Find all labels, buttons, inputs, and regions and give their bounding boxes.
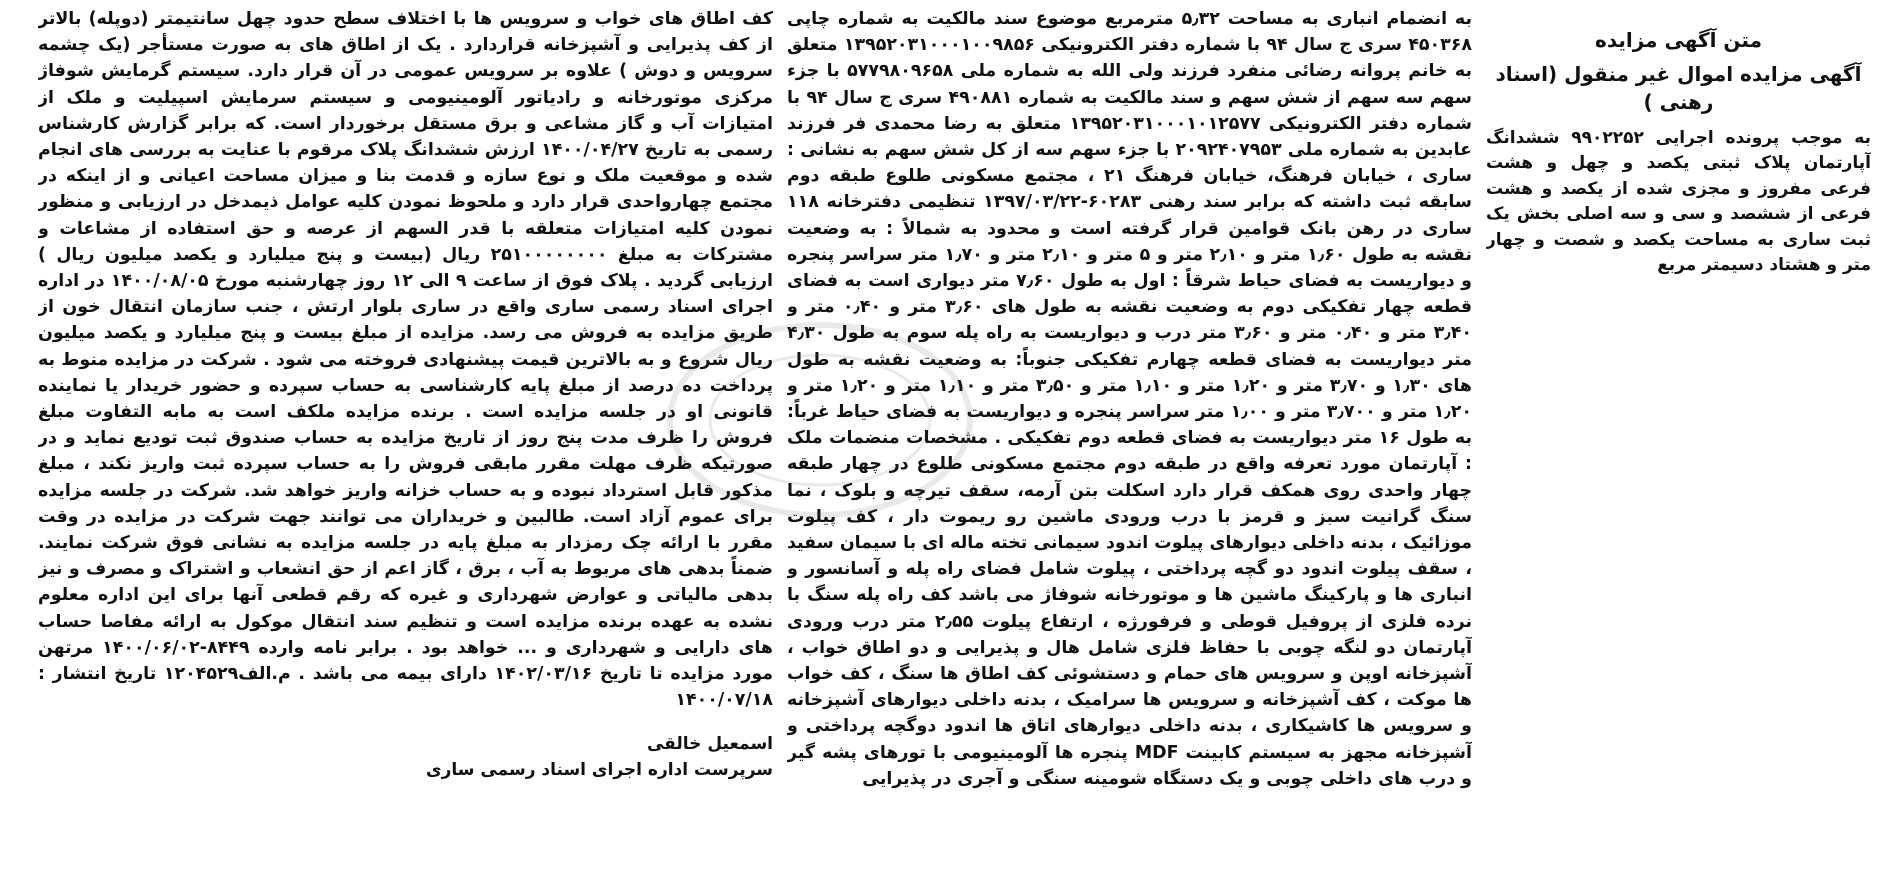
auction-terms-paragraph: کف اطاق های خواب و سرویس ها با اختلاف سطح حدود چهل سانتیمتر (دوپله) بالاتر از کف پذیرایی و آشپزخانه قراردارد . یک از اطاق های به صورت مستأجر (یک چشمه سرویس و دوش ) علاوه بر سرویس عمومی در آن قرار دارد. سیستم گرمایش شوفاژ مرکزی موتورخانه و رادیاتور آلومینیومی و سیستم سرمایش اسپیلیت و ملک از امتیازات آب و گاز مشاعی و برق مستقل برخوردار است. که برابر گزارش کارشناس رسمی به تاریخ ۱۴۰۰/۰۴/۲۷ ارزش ششدانگ پلاک مرقوم با عنایت به بررسی های انجام شده و موقعیت ملک و نوع سازه و قدمت بنا و میزان مساحت اعیانی و از اینکه در مجتمع چهارواحدی قرار دارد و ملحوظ نمودن کلیه عوامل ذیمدخل در ارزیابی و منظور نمودن کلیه امتیازات متعلقه با قدر السهم از عرصه و حق استفاده از مشاعات و مشترکات به مبلغ ۲۵۱۰۰۰۰۰۰۰۰ ریال (بیست و پنج میلیارد و یکصد میلیون ریال ) ارزیابی گردید . پلاک فوق از ساعت ۹ الی ۱۲ روز چهارشنبه مورخ ۱۴۰۰/۰۸/۰۵ در اداره اجرای اسناد رسمی ساری واقع در ساری بلوار ارتش ، جنب سازمان انتقال خون از طریق مزایده به فروش می رسد. مزایده از مبلغ بیست و پنج میلیارد و یکصد میلیون ریال شروع و به بالاترین قیمت پیشنهادی فروخته می شود . شرکت در مزایده منوط به پرداخت ده درصد از مبلغ پایه کارشناسی به حساب سپرده و حضور خریدار یا نماینده قانونی او در جلسه مزایده است . برنده مزایده ملکف است به مابه التفاوت مبلغ فروش را ظرف مدت پنج روز از تاریخ مزایده به حساب صندوق ثبت تودیع نماید و در صورتیکه ظرف مهلت مقرر مابقی فروش را به حساب سپرده ثبت واریز نکند ، مبلغ مذکور قابل استرداد نبوده و به حساب خزانه واریز خواهد شد. شرکت در جلسه مزایده برای عموم آزاد است. طالبین و خریداران می توانند جهت شرکت در مزایده در وقت مقرر با ارائه چک رمزدار به مبلغ پایه در جلسه مزایده به نشانی فوق شرکت نمایند. ضمناً بدهی های مربوط به آب ، برق ، گاز اعم از حق انشعاب و اشتراک و مصرف و نیز بدهی مالیاتی و عوارض شهرداری و غیره که رقم قطعی آنها برای این اداره معلوم نشده به عهده برنده مزایده است و تنظیم سند انتقال موکول به ارائه مفاصا حساب های دارایی و شهرداری و ... خواهد بود . برابر نامه وارده ۸۴۴۹-۱۴۰۰/۰۶/۰۲ مرتهن مورد مزایده تا تاریخ ۱۴۰۲/۰۳/۱۶ دارای بیمه می باشد . م.الف۱۲۰۴۵۲۹ تاریخ انتشار : ۱۴۰۰/۰۷/۱۸	[38, 9, 773, 711]
signature-block	[38, 731, 773, 783]
column-left	[38, 6, 773, 877]
column-middle	[787, 6, 1472, 877]
notice-intro-paragraph: به موجب پرونده اجرایی ۹۹۰۲۲۵۲ ششدانگ آپارتمان پلاک ثبتی یکصد و چهل و هشت فرعی مفروز و مجزی شده از یکصد و هشت فرعی از ششصد و سی و سه اصلی بخش یک ثبت ساری به مساحت یکصد و شصت و چهار متر و هشتاد دسیمتر مربع	[1486, 128, 1871, 276]
signer-title: سرپرست اداره اجرای اسناد رسمی ساری	[426, 760, 773, 781]
column-right	[1486, 6, 1871, 877]
property-description-paragraph: به انضمام انباری به مساحت ۵٫۳۲ مترمربع موضوع سند مالکیت به شماره چاپی ۴۵۰۳۶۸ سری ج سال ۹۴ با شماره دفتر الکترونیکی ۱۳۹۵۲۰۳۱۰۰۰۱۰۰۹۸۵۶ متعلق به خانم پروانه رضائی منفرد فرزند ولی الله به شماره ملی ۵۷۷۹۸۰۹۶۵۸ با جزء سهم سه سهم از شش سهم و سند مالکیت به شماره ۴۹۰۸۸۱ سری ج سال ۹۴ با شماره دفتر الکترونیکی ۱۳۹۵۲۰۳۱۰۰۰۱۰۱۲۵۷۷ متعلق به رضا محمدی فر فرزند عابدین به شماره ملی ۲۰۹۲۴۰۷۹۵۳ با جزء سهم سه از کل شش سهم به نشانی : ساری ، خیابان فرهنگ، خیابان فرهنگ ۲۱ ، مجتمع مسکونی طلوع طبقه دوم سابقه ثبت داشته که برابر سند رهنی ۶۰۲۸۳-۱۳۹۷/۰۳/۲۲ تنظیمی دفترخانه ۱۱۸ ساری در رهن بانک قوامین قرار گرفته است و محدود به شمالاً : به وضعیت نقشه به طول ۱٫۶۰ متر و ۲٫۱۰ متر و ۵ متر و ۲٫۱۰ متر و ۱٫۷۰ متر سراسر پنجره و دیواریست به فضای حیاط شرقاً : اول به طول ۷٫۶۰ متر دیواری است به فضای قطعه چهار تفکیکی دوم به وضعیت نقشه به طول های ۳٫۶۰ متر و ۰٫۴۰ متر و ۳٫۴۰ متر و ۰٫۴۰ متر و ۳٫۶۰ متر درب و دیواریست به راه پله سوم به طول ۴٫۳۰ متر دیواریست به فضای قطعه چهارم تفکیکی جنوباً: به وضعیت نقشه به طول های ۱٫۳۰ و ۳٫۷۰ متر و ۱٫۲۰ متر و ۱٫۱۰ متر و ۳٫۵۰ متر و ۱٫۱۰ متر و ۱٫۲۰ متر و ۱٫۲۰ متر و ۳٫۷۰۰ متر و ۱٫۰۰ متر سراسر پنجره و دیواریست به فضای حیاط غرباً: به طول ۱۶ متر دیواریست به فضای قطعه دوم تفکیکی . مشخصات منضمات ملک : آپارتمان مورد تعرفه واقع در طبقه دوم مجتمع مسکونی طلوع در چهار طبقه چهار واحدی روی همکف قرار دارد اسکلت بتن آرمه، سقف تیرچه و بلوک ، نما سنگ گرانیت سبز و قرمز با درب ورودی ماشین رو ریموت دار ، کف پیلوت موزائیک ، بدنه داخلی دیوارهای پیلوت اندود سیمانی تخته ماله ای با سیمان سفید ، سقف پیلوت اندود دو گچه پرداختی ، پیلوت شامل فضای راه پله و آسانسور و انباری ها و پارکینگ ماشین ها و موتورخانه شوفاژ می باشد کف راه پله سنگ با نرده فلزی از پروفیل قوطی و فرفورژه ، ارتفاع پیلوت ۲٫۵۵ متر درب ورودی آپارتمان دو لنگه چوبی با حفاظ فلزی شامل هال و پذیرایی و دو اطاق خواب ، آشپزخانه اوپن و سرویس های حمام و دستشوئی کف اطاق ها سنگ ، کف خواب ها موکت ، کف آشپزخانه و سرویس ها سرامیک ، بدنه داخلی دیوارهای آشپزخانه و سرویس ها کاشیکاری ، بدنه داخلی دیوارهای اتاق ها اندود دوگچه پرداختی و آشپزخانه مجهز به سیستم کابینت MDF پنجره ها آلومینیومی با تورهای پشه گیر و درب های داخلی چوبی و یک دستگاه شومینه سنگی و آجری در پذیرایی	[787, 9, 1472, 789]
notice-title: متن آگهی مزایده	[1595, 28, 1762, 52]
notice-subtitle: آگهی مزایده اموال غیر منقول (اسناد رهنی )	[1495, 62, 1862, 114]
signer-name: اسمعیل خالقی	[646, 734, 773, 755]
